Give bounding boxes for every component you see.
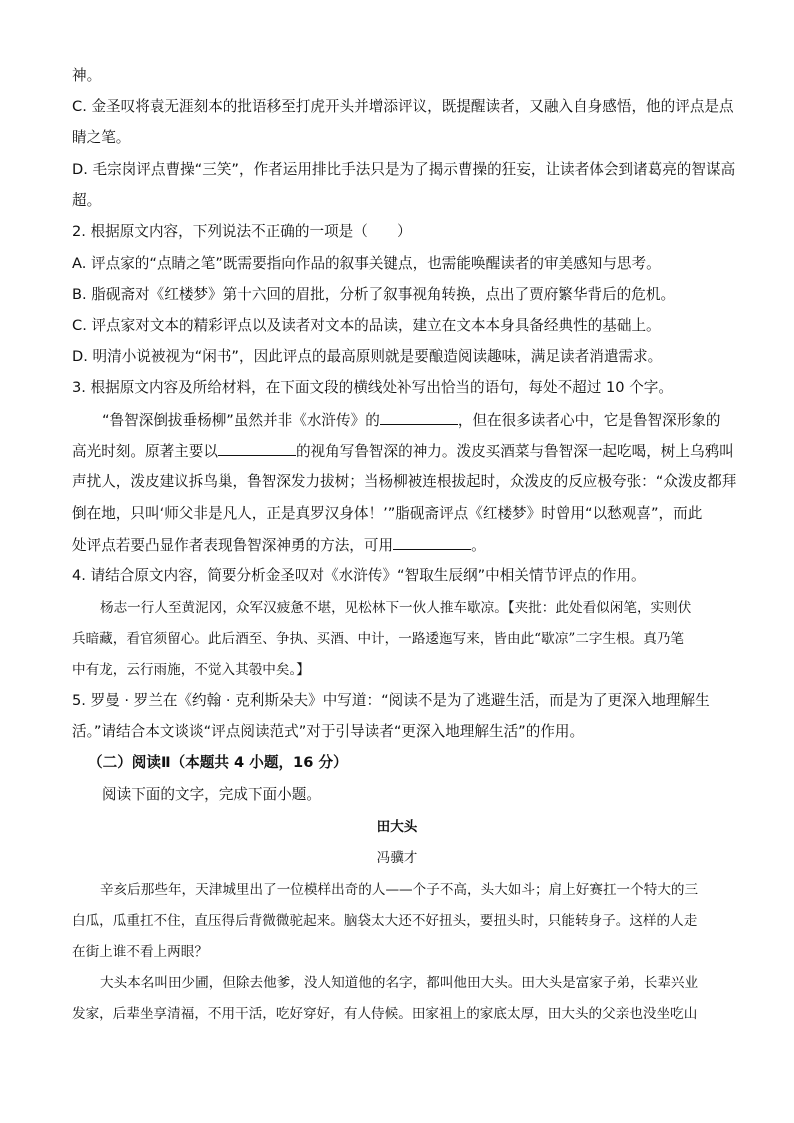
question-4: 4. 请结合原文内容，简要分析金圣叹对《水浒传》“智取生辰纲”中相关情节评点的作用。: [72, 567, 646, 584]
passage-text: 的视角写鲁智深的神力。泼皮买酒菜与鲁智深一起吃喝，树上乌鸦叫: [295, 443, 734, 460]
story-line-5: 发家，后辈坐享清福，不用干活，吃好穿好，有人侍候。田家祖上的家底太厚，田大头的父亲也没坐吃山: [72, 1006, 698, 1022]
answer-blank-1[interactable]: [380, 410, 458, 425]
passage-line-2: [72, 441, 734, 462]
passage-text: ，但在很多读者心中，它是鲁智深形象的: [457, 412, 721, 429]
story-author: 冯骥才: [376, 850, 418, 866]
passage-line-1: [102, 410, 721, 431]
option-d-line-2: 超。: [72, 192, 102, 209]
passage-line-5: [72, 535, 486, 556]
option-c-line-2: 睛之笔。: [72, 129, 131, 146]
quoted-text-line-2: 兵暗藏，看官须留心。此后酒至、争执、买酒、中计，一路逶迤写来，皆由此“歇凉”二字生根。真乃笔: [72, 631, 685, 647]
story-line-4: 大头本名叫田少圃，但除去他爹，没人知道他的名字，都叫他田大头。田大头是富家子弟，长辈兴业: [100, 975, 699, 991]
passage-text: 。: [471, 537, 486, 554]
story-line-2: 白瓜，瓜重扛不住，直压得后背微微驼起来。脑袋太大还不好扭头，要扭头时，只能转身子。这样的人走: [72, 913, 698, 929]
passage-line-4: 倒在地，只叫‘师父非是凡人，正是真罗汉身体！’”脂砚斋评点《红楼梦》时曾用“以愁观喜”，而此: [72, 505, 703, 522]
passage-text: 处评点若要凸显作者表现鲁智深神勇的方法，可用: [72, 537, 394, 554]
option-d-line-1: D. 毛宗岗评点曹操“三笑”，作者运用排比手法只是为了揭示曹操的狂妄，让读者体会到诸葛亮的智谋高: [72, 161, 736, 178]
section-instruction: 阅读下面的文字，完成下面小题。: [102, 786, 321, 803]
story-line-1: 辛亥后那些年，天津城里出了一位模样出奇的人——个子不高，头大如斗；肩上好赛扛一个特大的三: [100, 882, 699, 898]
question-3: 3. 根据原文内容及所给材料，在下面文段的横线处补写出恰当的语句，每处不超过 10 个字。: [72, 379, 673, 396]
question-2-option-b: B. 脂砚斋对《红楼梦》第十六回的眉批，分析了叙事视角转换，点出了贾府繁华背后的危机。: [72, 286, 676, 303]
text-line: 神。: [72, 67, 102, 84]
passage-text: “鲁智深倒拔垂杨柳”虽然并非《水浒传》的: [102, 412, 380, 429]
quoted-text-line-1: 杨志一行人至黄泥冈，众军汉疲惫不堪，见松林下一伙人推车歇凉。【夹批：此处看似闲笔，实则伏: [100, 600, 692, 616]
answer-blank-3[interactable]: [393, 535, 471, 550]
passage-line-3: 声扰人，泼皮建议拆鸟巢，鲁智深发力拔树；当杨柳被连根拔起时，众泼皮的反应极夸张：“众泼皮都拜: [72, 473, 737, 490]
story-title: 田大头: [376, 819, 418, 835]
question-2: 2. 根据原文内容，下列说法不正确的一项是（ ）: [72, 223, 412, 240]
answer-blank-2[interactable]: [218, 441, 296, 456]
option-c-line-1: C. 金圣叹将袁无涯刻本的批语移至打虎开头并增添评议，既提醒读者，又融入自身感悟，他的评点是点: [72, 98, 734, 115]
section-heading: （二）阅读Ⅱ（本题共 4 小题，16 分）: [88, 754, 348, 771]
question-5-line-2: 活。”请结合本文谈谈“评点阅读范式”对于引导读者“更深入地理解生活”的作用。: [72, 723, 585, 740]
passage-text: 高光时刻。原著主要以: [72, 443, 218, 460]
question-2-option-a: A. 评点家的“点睛之笔”既需要指向作品的叙事关键点，也需能唤醒读者的审美感知与思考。: [72, 255, 661, 272]
question-5-line-1: 5. 罗曼 · 罗兰在《约翰 · 克利斯朵夫》中写道：“阅读不是为了逃避生活，而是为了更深入地理解生: [72, 692, 710, 709]
question-2-option-d: D. 明清小说被视为“闲书”，因此评点的最高原则就是要酿造阅读趣味，满足读者消遣需求。: [72, 348, 663, 365]
question-2-option-c: C. 评点家对文本的精彩评点以及读者对文本的品读，建立在文本本身具备经典性的基础上。: [72, 317, 661, 334]
quoted-text-line-3: 中有龙，云行雨施，不觉入其彀中矣。】: [72, 662, 310, 678]
story-line-3: 在街上谁不看上两眼？: [72, 944, 208, 960]
